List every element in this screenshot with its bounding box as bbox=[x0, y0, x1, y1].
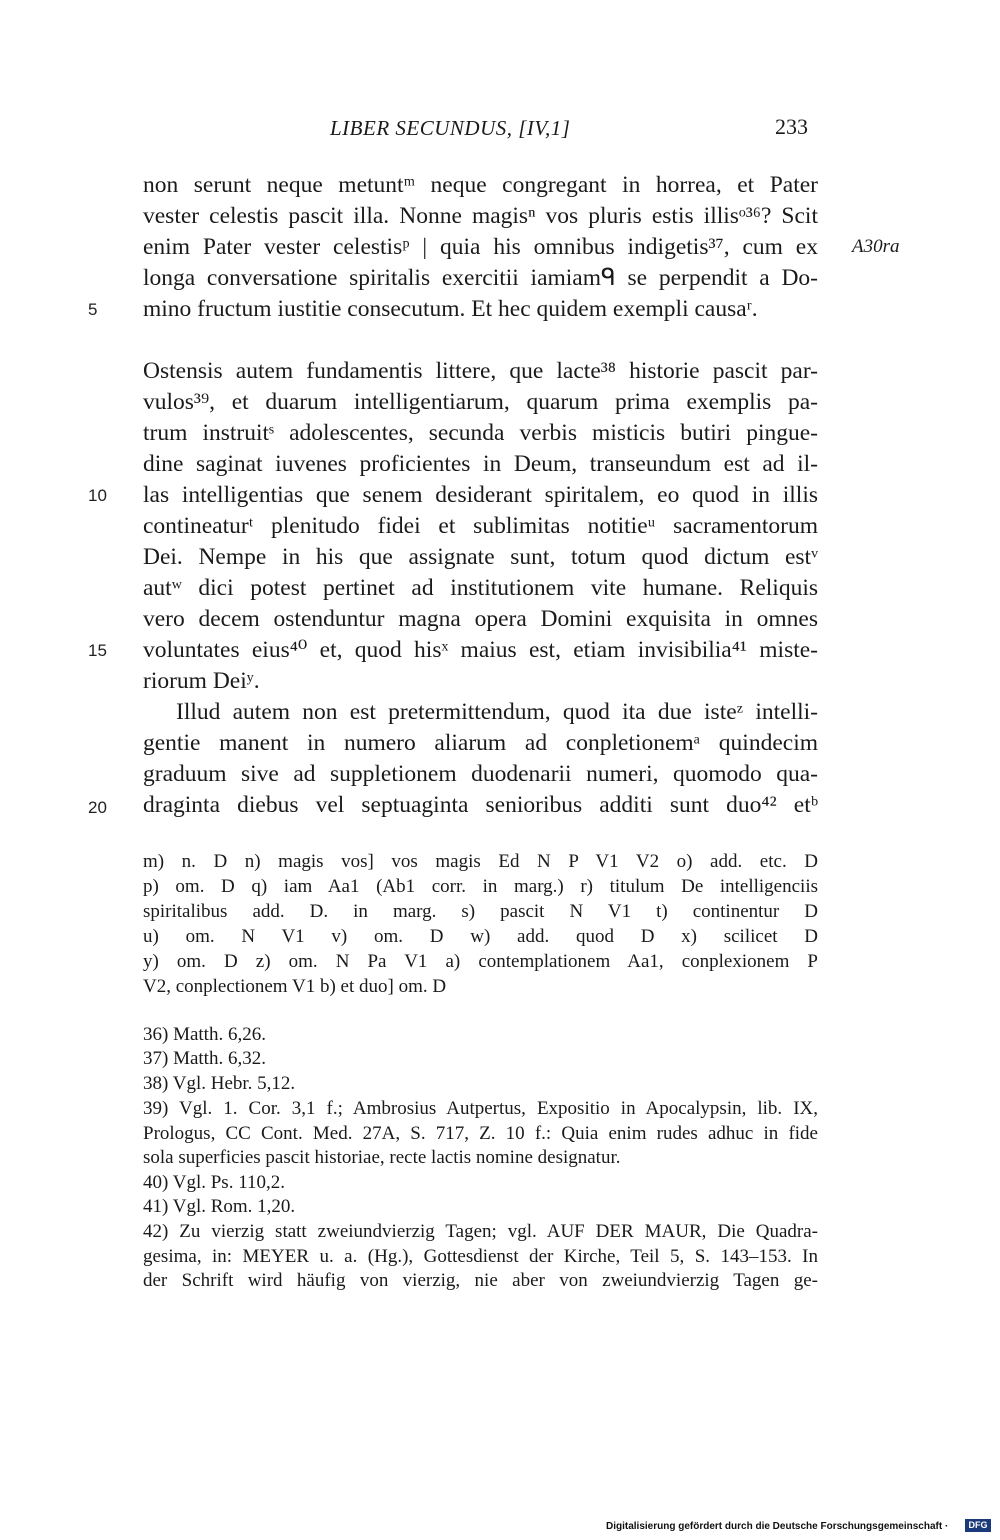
note-line: Prologus, CC Cont. Med. 27A, S. 717, Z. 10 f.: Quia enim rudes adhuc in fide bbox=[143, 1123, 818, 1144]
digitization-credit: Digitalisierung gefördert durch die Deutsche Forschungsgemeinschaft · bbox=[606, 1521, 949, 1532]
text-line: contineaturᵗ plenitudo fidei et sublimitas notitieᵘ sacramentorum bbox=[143, 513, 818, 539]
text-line: Ostensis autem fundamentis littere, que lacte³⁸ historie pascit par- bbox=[143, 358, 818, 384]
running-title: LIBER SECUNDUS, [IV,1] bbox=[330, 116, 571, 140]
apparatus-line: p) om. D q) iam Aa1 (Ab1 corr. in marg.) r) titulum De intelligenciis bbox=[143, 876, 818, 897]
text-line: Dei. Nempe in his que assignate sunt, totum quod dictum estᵛ bbox=[143, 544, 818, 570]
note-line: 36) Matth. 6,26. bbox=[143, 1024, 266, 1045]
margin-note: A30ra bbox=[852, 236, 900, 257]
note-line: der Schrift wird häufig von vierzig, nie aber von zweiundvierzig Tagen ge- bbox=[143, 1270, 818, 1291]
note-line: 41) Vgl. Rom. 1,20. bbox=[143, 1196, 296, 1217]
apparatus-line: m) n. D n) magis vos] vos magis Ed N P V1 V2 o) add. etc. D bbox=[143, 851, 818, 872]
text-line: las intelligentias que senem desiderant spiritalem, eo quod in illis bbox=[143, 482, 818, 508]
text-line: Illud autem non est pretermittendum, quod ita due isteᶻ intelli- bbox=[176, 699, 818, 725]
line-number: 15 bbox=[88, 641, 107, 660]
text-line: draginta diebus vel septuaginta senioribus additi sunt duo⁴² etᵇ bbox=[143, 792, 818, 818]
line-number: 5 bbox=[88, 300, 98, 319]
text-line: voluntates eius⁴⁰ et, quod hisˣ maius est, etiam invisibilia⁴¹ miste- bbox=[143, 637, 818, 663]
text-line: graduum sive ad suppletionem duodenarii numeri, quomodo qua- bbox=[143, 761, 818, 787]
note-line: 42) Zu vierzig statt zweiundvierzig Tagen; vgl. AUF DER MAUR, Die Quadra- bbox=[143, 1221, 818, 1242]
page-number: 233 bbox=[775, 114, 808, 139]
line-number: 10 bbox=[88, 486, 107, 505]
note-line: 39) Vgl. 1. Cor. 3,1 f.; Ambrosius Autpertus, Expositio in Apocalypsin, lib. IX, bbox=[143, 1098, 818, 1119]
note-line: 40) Vgl. Ps. 110,2. bbox=[143, 1172, 285, 1193]
apparatus-line: spiritalibus add. D. in marg. s) pascit N V1 t) continentur D bbox=[143, 901, 818, 922]
apparatus-line: y) om. D z) om. N Pa V1 a) contemplationem Aa1, conplexionem P bbox=[143, 951, 818, 972]
text-line: longa conversatione spiritalis exercitii iamiamᑫ se perpendit a Do- bbox=[143, 265, 818, 291]
text-line: non serunt neque metuntᵐ neque congregant in horrea, et Pater bbox=[143, 172, 818, 198]
text-line: autʷ dici potest pertinet ad institutionem vite humane. Reliquis bbox=[143, 575, 818, 601]
text-line: riorum Deiʸ. bbox=[143, 668, 260, 694]
text-line: vester celestis pascit illa. Nonne magisⁿ vos pluris estis illisᵒ³⁶? Scit bbox=[143, 203, 818, 229]
text-line: vero decem ostenduntur magna opera Domini exquisita in omnes bbox=[143, 606, 818, 632]
apparatus-line: u) om. N V1 v) om. D w) add. quod D x) scilicet D bbox=[143, 926, 818, 947]
text-line: vulos³⁹, et duarum intelligentiarum, quarum prima exemplis pa- bbox=[143, 389, 818, 415]
text-line: trum instruitˢ adolescentes, secunda verbis misticis butiri pingue- bbox=[143, 420, 818, 446]
note-line: gesima, in: MEYER u. a. (Hg.), Gottesdienst der Kirche, Teil 5, S. 143–153. In bbox=[143, 1246, 818, 1267]
note-line: 37) Matth. 6,32. bbox=[143, 1048, 266, 1069]
dfg-logo: DFG bbox=[965, 1519, 991, 1532]
text-line: gentie manent in numero aliarum ad conpletionemᵃ quindecim bbox=[143, 730, 818, 756]
line-number: 20 bbox=[88, 798, 107, 817]
text-line: mino fructum iustitie consecutum. Et hec quidem exempli causaʳ. bbox=[143, 296, 758, 322]
apparatus-line: V2, conplectionem V1 b) et duo] om. D bbox=[143, 976, 447, 997]
note-line: 38) Vgl. Hebr. 5,12. bbox=[143, 1073, 296, 1094]
text-line: dine saginat iuvenes proficientes in Deum, transeundum est ad il- bbox=[143, 451, 818, 477]
note-line: sola superficies pascit historiae, recte lactis nomine designatur. bbox=[143, 1147, 621, 1168]
text-line: enim Pater vester celestisᵖ | quia his omnibus indigetis³⁷, cum ex bbox=[143, 234, 818, 260]
